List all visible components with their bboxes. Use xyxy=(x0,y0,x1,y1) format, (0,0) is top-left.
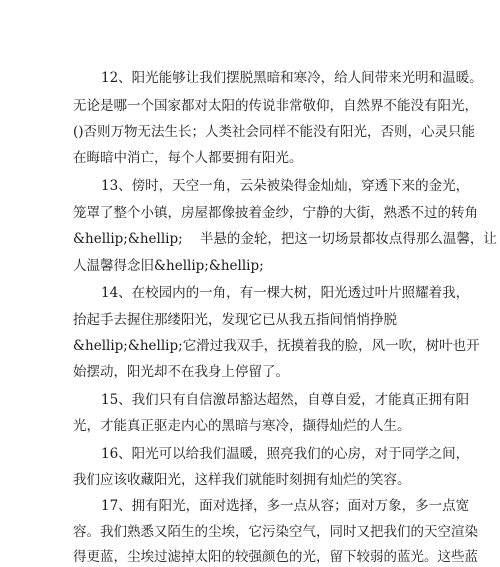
text-line: &hellip;&hellip; 半悬的金轮，把这一切场景都妆点得那么温馨，让 xyxy=(73,231,497,247)
text-line: 17、拥有阳光，面对选择，多一点从容；面对万象，多一点宽 xyxy=(101,498,470,514)
text-line: 13、傍时，天空一角，云朵被染得金灿灿，穿透下来的金光， xyxy=(101,178,470,194)
text-line: 笼罩了整个小镇，房屋都像披着金纱，宁静的大街，熟悉不过的转角 xyxy=(73,205,478,221)
text-line: 光，才能真正驱走内心的黑暗与寒冷，撷得灿烂的人生。 xyxy=(73,418,411,434)
text-line: 得更蓝，尘埃过滤掉太阳的较强颜色的光，留下较弱的蓝光。这些蓝 xyxy=(73,549,478,565)
text-line: 容。我们熟悉又陌生的尘埃，它污染空气，同时又把我们的天空渲染 xyxy=(73,524,478,540)
text-line: 在晦暗中消亡，每个人都要拥有阳光。 xyxy=(73,150,303,166)
text-line: 12、阳光能够让我们摆脱黑暗和寒冷，给人间带来光明和温暖。 xyxy=(101,70,483,86)
text-line: 16、阳光可以给我们温暖，照亮我们的心房，对于同学之间， xyxy=(101,446,470,462)
text-line: 抬起手去握住那缕阳光，发现它已从我五指间悄悄挣脱 xyxy=(73,312,397,328)
text-line: 无论是哪一个国家都对太阳的传说非常敬仰，自然界不能没有阳光， xyxy=(73,98,478,114)
text-line: ()否则万物无法生长；人类社会同样不能没有阳光，否则，心灵只能 xyxy=(73,124,476,140)
text-line: 人温馨得念旧&hellip;&hellip; xyxy=(73,258,264,274)
text-line: 始摆动，阳光却不在我身上停留了。 xyxy=(73,364,289,380)
text-line: 14、在校园内的一角，有一棵大树，阳光透过叶片照耀着我， xyxy=(101,285,470,301)
text-line: &hellip;&hellip;它滑过我双手，抚摸着我的脸，风一吹，树叶也开 xyxy=(73,338,480,354)
text-line: 15、我们只有自信激昂豁达超然，自尊自爱，才能真正拥有阳 xyxy=(101,392,470,408)
text-line: 我们应该收藏阳光，这样我们就能时刻拥有灿烂的笑容。 xyxy=(73,472,411,488)
